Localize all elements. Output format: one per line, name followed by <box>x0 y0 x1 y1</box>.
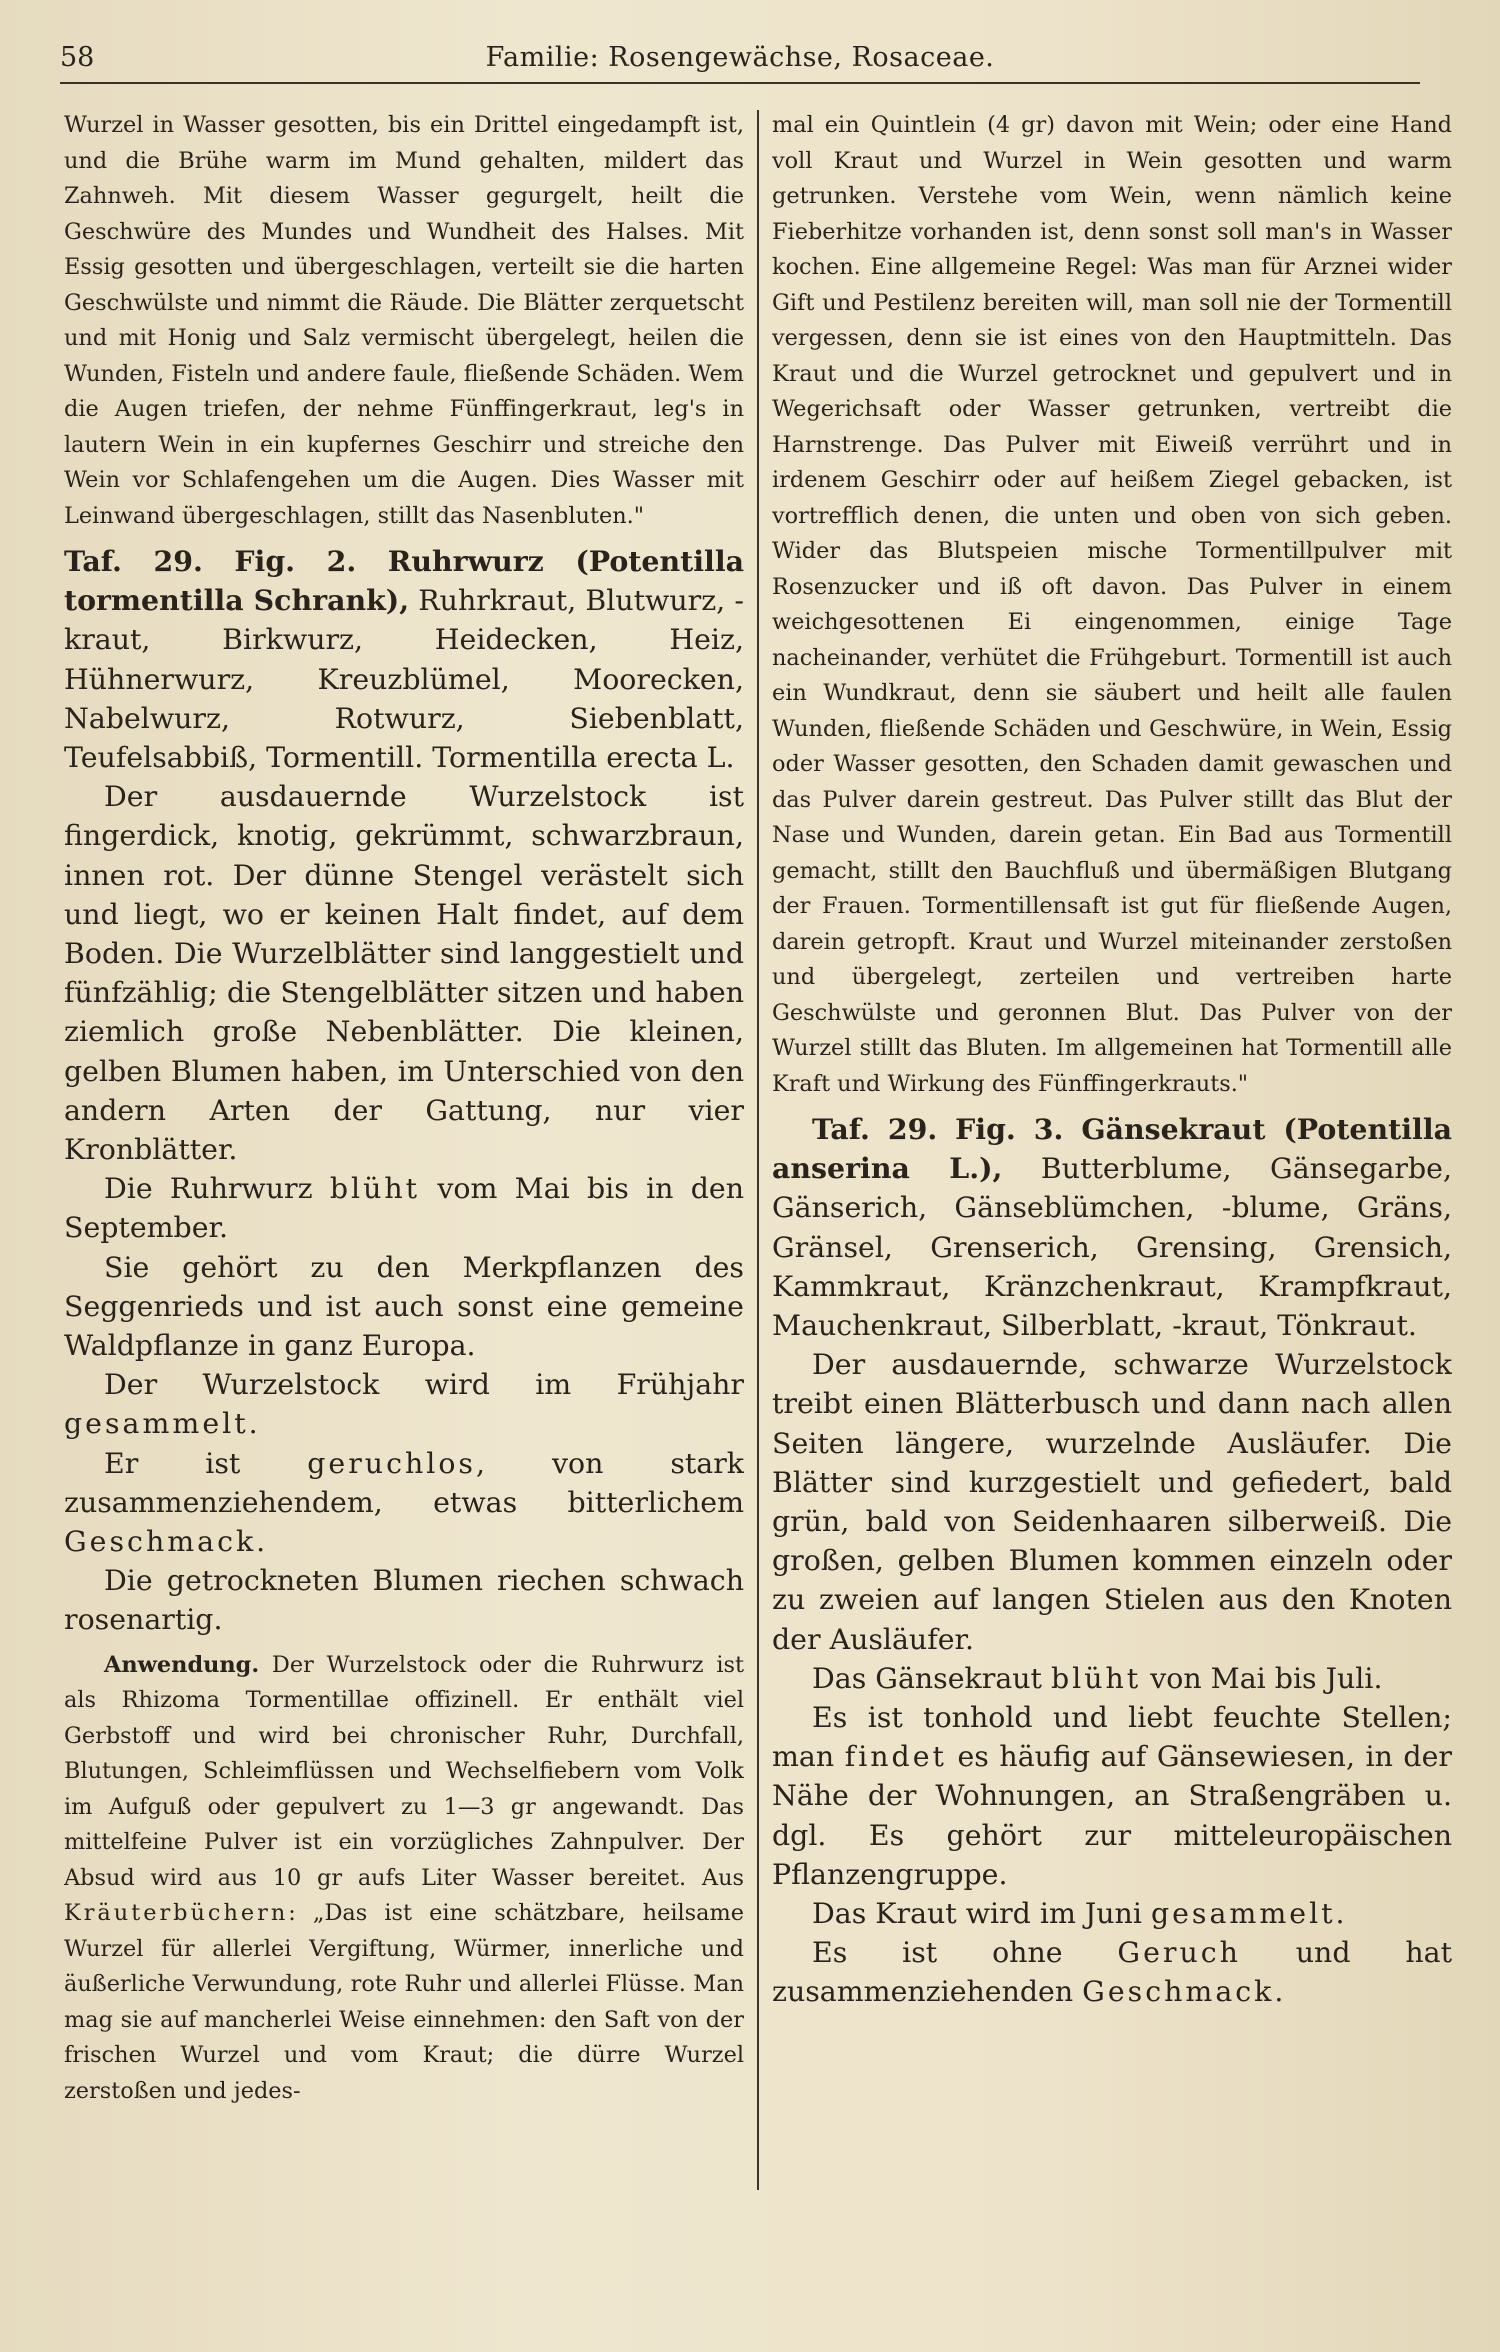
right-column <box>772 108 1452 2228</box>
entry-synonyms: Ruhrkraut, Blutwurz, -kraut, Birkwurz, Heidecken, Heiz, Hühnerwurz, Kreuzblümel, Moorecken, Nabelwurz, Rotwurz, Siebenblatt, Teufelsabbiß, Tormentill. Tormentilla erecta L. <box>64 584 744 775</box>
left-column <box>64 108 744 2228</box>
bloom-paragraph <box>772 1659 1452 1698</box>
bloom-paragraph <box>64 1169 744 1247</box>
smell-text: Es ist ohne <box>812 1936 1118 1970</box>
header-rule <box>60 82 1420 84</box>
taste-keyword: Geschmack. <box>64 1525 269 1559</box>
collection-paragraph <box>772 1894 1452 1933</box>
collection-text: Der Wurzelstock wird im Frühjahr <box>104 1368 744 1402</box>
description-paragraph: Der ausdauernde, schwarze Wurzelstock treibt einen Blätterbusch und dann nach allen Seiten längere, wurzelnde Ausläufer. Die Blätter sind kurzgestielt und gefiedert, bald grün, bald von Seidenhaaren silberweiß. Die großen, gelben Blumen kommen einzeln oder zu zweien auf langen Stielen aus den Knoten der Ausläufer. <box>772 1348 1452 1656</box>
page-number: 58 <box>60 42 95 73</box>
smell-keyword: geruchlos <box>307 1446 476 1480</box>
smell-keyword: Geruch <box>1117 1936 1241 1970</box>
collection-keyword: gesammelt. <box>64 1407 261 1441</box>
taste-text: und hat zusammenziehenden <box>772 1936 1452 2009</box>
habitat-paragraph <box>772 1698 1452 1894</box>
collection-text: Das Kraut wird im Juni <box>812 1897 1151 1931</box>
usage-paragraph <box>64 1648 744 2110</box>
running-head: Familie: Rosengewächse, Rosaceae. <box>485 42 995 73</box>
entry-ruhrwurz <box>64 542 744 777</box>
habitat-paragraph: Sie gehört zu den Merkpflanzen des Seggenrieds und ist auch sonst eine gemeine Waldpflanze in ganz Europa. <box>64 1250 744 1363</box>
taste-keyword: Geschmack. <box>1082 1975 1287 2009</box>
habitat-keyword: findet <box>844 1740 947 1774</box>
collection-keyword: gesammelt. <box>1150 1897 1348 1931</box>
bloom-text-end: vom Mai bis in den September. <box>64 1172 744 1245</box>
bloom-keyword: blüht <box>1050 1661 1142 1695</box>
usage-quote: : „Das ist eine schätzbare, heilsame Wurzel für allerlei Vergiftung, Würmer, innerliche und äußerliche Verwundung, rote Ruhr und allerlei Flüsse. Man mag sie auf mancherlei Weise einnehmen: den Saft von der frischen Wurzel und vom Kraut; die dürre Wurzel zerstoßen und jedes- <box>64 1900 744 2104</box>
collection-paragraph <box>64 1365 744 1443</box>
flower-scent-paragraph: Die getrockneten Blumen riechen schwach rosenartig. <box>64 1564 744 1637</box>
habitat-text-end: es häufig auf Gänsewiesen, in der Nähe der Wohnungen, an Straßengräben u. dgl. Es gehört zur mitteleuropäischen Pflanzengruppe. <box>772 1740 1452 1891</box>
bloom-text: Die Ruhrwurz <box>104 1172 330 1206</box>
habitat-text: Es ist tonhold und liebt feuchte Stellen; man <box>772 1701 1452 1774</box>
entry-heading: Taf. 29. Fig. 3. Gänsekraut (Potentilla anserina L.), <box>772 1112 1452 1186</box>
taste-text: , von stark zusammenziehendem, etwas bitterlichem <box>64 1446 744 1519</box>
bloom-text-end: von Mai bis Juli. <box>1141 1661 1383 1695</box>
usage-source-keyword: Kräuterbüchern <box>64 1900 289 1927</box>
smell-taste-paragraph <box>772 1933 1452 2011</box>
column-divider <box>757 110 759 2190</box>
bloom-text: Das Gänsekraut <box>812 1661 1051 1695</box>
entry-gaensekraut <box>772 1110 1452 1345</box>
entry-heading: Taf. 29. Fig. 2. Ruhrwurz (Potentilla tormentilla Schrank), <box>64 544 744 618</box>
smell-text: Er ist <box>104 1446 308 1480</box>
usage-text: Der Wurzelstock oder die Ruhrwurz ist als Rhizoma Tormentillae offizinell. Er enthält viel Gerbstoff und wird bei chronischer Ruhr, Durchfall, Blutungen, Schleimflüssen und Wechselfiebern vom Volk im Aufguß oder gepulvert zu 1—3 gr angewandt. Das mittelfeine Pulver ist ein vorzügliches Zahnpulver. Der Absud wird aus 10 gr aufs Liter Wasser bereitet. Aus <box>64 1651 744 1891</box>
page-header <box>60 38 1420 88</box>
smell-taste-paragraph <box>64 1444 744 1562</box>
entry-synonyms: Butterblume, Gänsegarbe, Gänserich, Gänseblümchen, -blume, Gräns, Gränsel, Grenserich, Grensing, Grensich, Kammkraut, Kränzchenkraut, Krampfkraut, Mauchenkraut, Silberblatt, -kraut, Tönkraut. <box>772 1152 1452 1343</box>
continued-text-left: Wurzel in Wasser gesotten, bis ein Drittel eingedampft ist, und die Brühe warm im Mund gehalten, mildert das Zahnweh. Mit diesem Wasser gegurgelt, heilt die Geschwüre des Mundes und Wundheit des Halses. Mit Essig gesotten und übergeschlagen, verteilt sie die harten Geschwülste und nimmt die Räude. Die Blätter zerquetscht und mit Honig und Salz vermischt übergelegt, heilen die Wunden, Fisteln und andere faule, fließende Schäden. Wem die Augen triefen, der nehme Fünffingerkraut, leg's in lautern Wein in ein kupfernes Geschirr und streiche den Wein vor Schlafengehen um die Augen. Dies Wasser mit Leinwand übergeschlagen, stillt das Nasenbluten." <box>64 112 744 529</box>
bloom-keyword: blüht <box>329 1172 421 1206</box>
continued-text-right: mal ein Quintlein (4 gr) davon mit Wein; oder eine Hand voll Kraut und Wurzel in Wein gesotten und warm getrunken. Verstehe vom Wein, wenn nämlich keine Fieberhitze vorhanden ist, denn sonst soll man's in Wasser kochen. Eine allgemeine Regel: Was man für Arznei wider Gift und Pestilenz bereiten will, man soll nie der Tormentill vergessen, denn sie ist eines von den Hauptmitteln. Das Kraut und die Wurzel getrocknet und gepulvert und in Wegerichsaft oder Wasser getrunken, vertreibt die Harnstrenge. Das Pulver mit Eiweiß verrührt und in irdenem Geschirr oder auf heißem Ziegel gebacken, ist vortrefflich denen, die unten und oben von sich geben. Wider das Blutspeien mische Tormentillpulver mit Rosenzucker und iß oft davon. Das Pulver in einem weichgesottenen Ei eingenommen, einige Tage nacheinander, verhütet die Frühgeburt. Tormentill ist auch ein Wundkraut, denn sie säubert und heilt alle faulen Wunden, fließende Schäden und Geschwüre, in Wein, Essig oder Wasser gesotten, den Schaden damit gewaschen und das Pulver darein gestreut. Das Pulver stillt das Blut der Nase und Wunden, darein getan. Ein Bad aus Tormentill gemacht, stillt den Bauchfluß und übermäßigen Blutgang der Frauen. Tormentillensaft ist gut für fließende Augen, darein getropft. Kraut und Wurzel miteinander zerstoßen und übergelegt, zerteilen und vertreiben harte Geschwülste und geronnen Blut. Das Pulver von der Wurzel stillt das Bluten. Im allgemeinen hat Tormentill alle Kraft und Wirkung des Fünffingerkrauts." <box>772 112 1452 1097</box>
description-paragraph: Der ausdauernde Wurzelstock ist fingerdick, knotig, gekrümmt, schwarzbraun, innen rot. Der dünne Stengel verästelt sich und liegt, wo er keinen Halt findet, auf dem Boden. Die Wurzelblätter sind langgestielt und fünfzählig; die Stengelblätter sitzen und haben ziemlich große Nebenblätter. Die kleinen, gelben Blumen haben, im Unterschied von den andern Arten der Gattung, nur vier Kronblätter. <box>64 780 744 1167</box>
usage-label: Anwendung. <box>104 1651 260 1678</box>
